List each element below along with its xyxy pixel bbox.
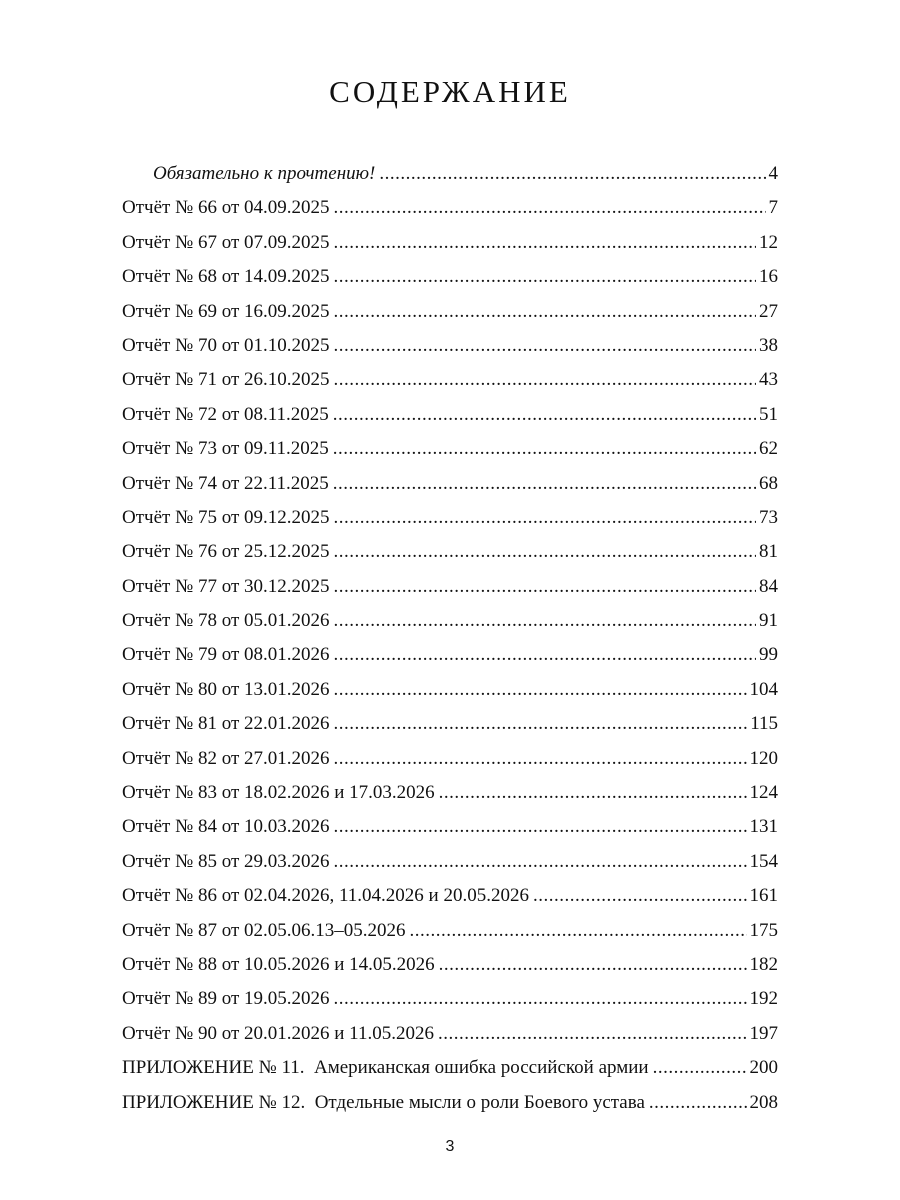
toc-entry[interactable]: [122, 1051, 778, 1085]
toc-entry-label: Отчёт № 83 от 18.02.2026 и 17.03.2026: [122, 782, 435, 804]
toc-entry[interactable]: [122, 467, 778, 501]
toc-entry[interactable]: [122, 329, 778, 363]
table-of-contents: [122, 157, 778, 1120]
toc-entry[interactable]: [122, 260, 778, 294]
toc-entry-label: Отчёт № 68 от 14.09.2025: [122, 266, 330, 288]
toc-entry-label: Отчёт № 82 от 27.01.2026: [122, 747, 330, 769]
toc-entry-page: 99: [759, 644, 778, 666]
toc-entry-label: Отчёт № 73 от 09.11.2025: [122, 438, 329, 460]
toc-entry[interactable]: [122, 810, 778, 844]
toc-entry[interactable]: [122, 845, 778, 879]
toc-entry[interactable]: [122, 879, 778, 913]
toc-entry[interactable]: [122, 776, 778, 810]
toc-entry-label: Отчёт № 78 от 05.01.2026: [122, 610, 330, 632]
toc-entry-page: 62: [759, 438, 778, 460]
toc-entry-page: 124: [749, 782, 778, 804]
toc-entry[interactable]: [122, 501, 778, 535]
toc-entry-label: Отчёт № 70 от 01.10.2025: [122, 334, 330, 356]
toc-entry-label: Отчёт № 75 от 09.12.2025: [122, 506, 330, 528]
toc-entry-label: Отчёт № 89 от 19.05.2026: [122, 988, 330, 1010]
dot-leader: [334, 845, 747, 879]
dot-leader: [439, 948, 747, 982]
toc-entry[interactable]: [122, 604, 778, 638]
toc-entry-page: 27: [759, 300, 778, 322]
dot-leader: [334, 501, 757, 535]
dot-leader: [334, 604, 757, 638]
toc-entry-page: 7: [768, 197, 778, 219]
toc-entry-label: Отчёт № 74 от 22.11.2025: [122, 472, 329, 494]
dot-leader: [334, 982, 747, 1016]
toc-entry-label: Отчёт № 84 от 10.03.2026: [122, 816, 330, 838]
toc-entry-label: Отчёт № 76 от 25.12.2025: [122, 541, 330, 563]
dot-leader: [439, 776, 747, 810]
dot-leader: [410, 914, 747, 948]
dot-leader: [334, 260, 757, 294]
toc-entry-label: ПРИЛОЖЕНИЕ № 12. Отдельные мысли о роли Боевого устава: [122, 1091, 645, 1113]
toc-entry[interactable]: [122, 432, 778, 466]
toc-entry-page: 120: [749, 747, 778, 769]
dot-leader: [334, 673, 747, 707]
toc-entry[interactable]: [122, 191, 778, 225]
toc-entry[interactable]: [122, 1086, 778, 1120]
toc-entry-label: Отчёт № 87 от 02.05.06.13–05.2026: [122, 919, 406, 941]
toc-entry-label: Обязательно к прочтению!: [153, 163, 376, 184]
dot-leader: [334, 810, 747, 844]
toc-entry-label: ПРИЛОЖЕНИЕ № 11. Американская ошибка российской армии: [122, 1057, 649, 1079]
toc-entry-label: Отчёт № 90 от 20.01.2026 и 11.05.2026: [122, 1022, 434, 1044]
dot-leader: [333, 432, 756, 466]
dot-leader: [334, 535, 757, 569]
toc-entry-page: 51: [759, 403, 778, 425]
dot-leader: [334, 742, 747, 776]
toc-entry-page: 84: [759, 575, 778, 597]
toc-entry-label: Отчёт № 66 от 04.09.2025: [122, 197, 330, 219]
dot-leader: [438, 1017, 747, 1051]
toc-entry-label: Отчёт № 85 от 29.03.2026: [122, 850, 330, 872]
toc-entry-page: 192: [749, 988, 778, 1010]
toc-entry-page: 131: [749, 816, 778, 838]
toc-entry-page: 68: [759, 472, 778, 494]
toc-entry[interactable]: [122, 295, 778, 329]
dot-leader: [334, 226, 757, 260]
toc-entry-page: 182: [749, 953, 778, 975]
toc-entry-page: 154: [749, 850, 778, 872]
toc-entry-label: Отчёт № 77 от 30.12.2025: [122, 575, 330, 597]
toc-entry-label: Отчёт № 71 от 26.10.2025: [122, 369, 330, 391]
toc-entry-page: 175: [749, 919, 778, 941]
toc-entry[interactable]: [122, 570, 778, 604]
toc-entry-page: 73: [759, 506, 778, 528]
toc-entry-page: 161: [749, 885, 778, 907]
page-title: СОДЕРЖАНИЕ: [329, 74, 571, 109]
toc-entry[interactable]: [122, 157, 778, 191]
dot-leader: [533, 879, 747, 913]
dot-leader: [334, 570, 757, 604]
dot-leader: [334, 707, 748, 741]
toc-entry-label: Отчёт № 86 от 02.04.2026, 11.04.2026 и 20.05.2026: [122, 885, 529, 907]
toc-entry-page: 115: [750, 713, 778, 735]
toc-entry[interactable]: [122, 398, 778, 432]
dot-leader: [333, 398, 756, 432]
toc-entry[interactable]: [122, 1017, 778, 1051]
toc-entry-label: Отчёт № 72 от 08.11.2025: [122, 403, 329, 425]
toc-entry[interactable]: [122, 742, 778, 776]
toc-entry-page: 208: [749, 1091, 778, 1113]
dot-leader: [653, 1051, 747, 1085]
page-number: 3: [445, 1138, 455, 1155]
toc-entry[interactable]: [122, 914, 778, 948]
toc-entry-page: 4: [768, 163, 778, 184]
dot-leader: [333, 467, 756, 501]
toc-entry-page: 16: [759, 266, 778, 288]
toc-entry-page: 104: [749, 678, 778, 700]
dot-leader: [334, 191, 766, 225]
dot-leader: [334, 363, 757, 397]
toc-entry[interactable]: [122, 707, 778, 741]
toc-entry-label: Отчёт № 79 от 08.01.2026: [122, 644, 330, 666]
toc-entry[interactable]: [122, 226, 778, 260]
dot-leader: [334, 329, 757, 363]
toc-entry-page: 38: [759, 334, 778, 356]
toc-entry[interactable]: [122, 535, 778, 569]
toc-entry[interactable]: [122, 982, 778, 1016]
toc-entry-label: Отчёт № 80 от 13.01.2026: [122, 678, 330, 700]
toc-entry-label: Отчёт № 69 от 16.09.2025: [122, 300, 330, 322]
toc-entry-page: 81: [759, 541, 778, 563]
toc-entry[interactable]: [122, 638, 778, 672]
toc-entry-page: 200: [749, 1057, 778, 1079]
dot-leader: [334, 295, 757, 329]
toc-entry-page: 43: [759, 369, 778, 391]
toc-entry-page: 91: [759, 610, 778, 632]
toc-entry-page: 12: [759, 231, 778, 253]
toc-entry-label: Отчёт № 67 от 07.09.2025: [122, 231, 330, 253]
dot-leader: [334, 638, 757, 672]
dot-leader: [649, 1086, 747, 1120]
toc-entry[interactable]: [122, 363, 778, 397]
toc-entry-label: Отчёт № 88 от 10.05.2026 и 14.05.2026: [122, 953, 435, 975]
toc-entry[interactable]: [122, 948, 778, 982]
toc-entry-page: 197: [749, 1022, 778, 1044]
toc-entry[interactable]: [122, 673, 778, 707]
dot-leader: [379, 157, 765, 191]
toc-entry-label: Отчёт № 81 от 22.01.2026: [122, 713, 330, 735]
